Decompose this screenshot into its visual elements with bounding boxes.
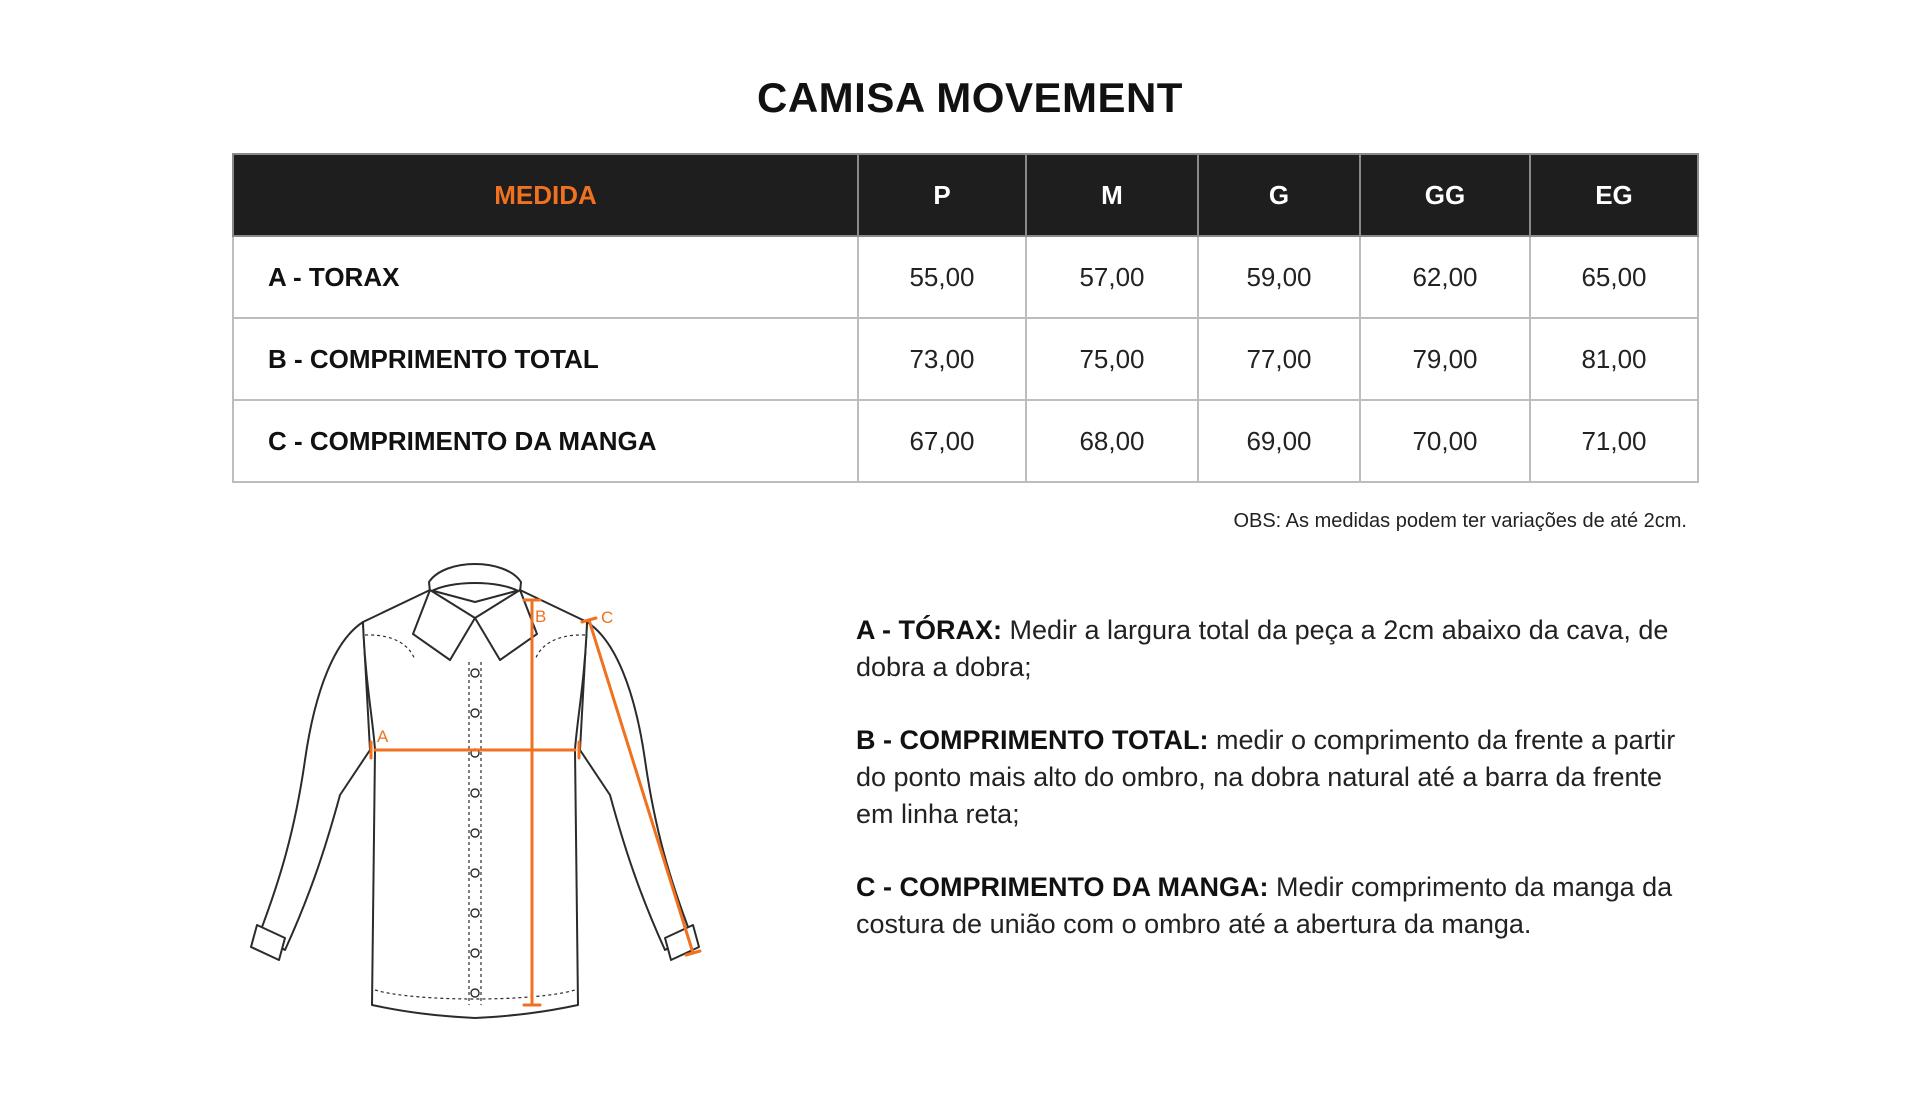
table-cell: 57,00 — [1026, 236, 1198, 318]
table-cell: 67,00 — [858, 400, 1026, 482]
table-cell: 71,00 — [1530, 400, 1698, 482]
table-cell: 73,00 — [858, 318, 1026, 400]
size-table — [232, 153, 1699, 483]
header-size-g: G — [1198, 154, 1360, 236]
row-label: A - TORAX — [233, 236, 858, 318]
description-text: medir o comprimento da frente a partir do ponto mais alto do ombro, na dobra natural até a barra da frente em linha reta; — [856, 725, 1676, 829]
description-chest — [856, 612, 1696, 686]
table-cell: 79,00 — [1360, 318, 1530, 400]
measurement-note: OBS: As medidas podem ter variações de até 2cm. — [1233, 510, 1687, 532]
table-cell: 68,00 — [1026, 400, 1198, 482]
label-c: C — [601, 608, 614, 627]
row-label: B - COMPRIMENTO TOTAL — [233, 318, 858, 400]
description-sleeve — [856, 869, 1696, 943]
header-size-gg: GG — [1360, 154, 1530, 236]
description-term: B - COMPRIMENTO TOTAL: — [856, 725, 1209, 755]
header-measure: MEDIDA — [233, 154, 858, 236]
header-size-p: P — [858, 154, 1026, 236]
table-cell: 75,00 — [1026, 318, 1198, 400]
label-b: B — [535, 607, 547, 626]
table-cell: 55,00 — [858, 236, 1026, 318]
description-text: Medir a largura total da peça a 2cm abaixo da cava, de dobra a dobra; — [856, 615, 1669, 682]
page-title: CAMISA MOVEMENT — [757, 74, 1183, 121]
table-row — [233, 236, 1698, 318]
description-term: A - TÓRAX: — [856, 615, 1002, 645]
table-cell: 81,00 — [1530, 318, 1698, 400]
header-size-m: M — [1026, 154, 1198, 236]
description-text: Medir comprimento da manga da costura de união com o ombro até a abertura da manga. — [856, 872, 1673, 939]
table-cell: 70,00 — [1360, 400, 1530, 482]
shirt-diagram — [235, 550, 715, 1020]
row-label: C - COMPRIMENTO DA MANGA — [233, 400, 858, 482]
table-header-row — [233, 154, 1698, 236]
table-row — [233, 400, 1698, 482]
description-length — [856, 722, 1696, 833]
table-cell: 69,00 — [1198, 400, 1360, 482]
measurement-descriptions — [856, 612, 1696, 979]
label-a: A — [377, 727, 389, 746]
table-cell: 59,00 — [1198, 236, 1360, 318]
table-cell: 77,00 — [1198, 318, 1360, 400]
table-cell: 65,00 — [1530, 236, 1698, 318]
table-cell: 62,00 — [1360, 236, 1530, 318]
table-row — [233, 318, 1698, 400]
description-term: C - COMPRIMENTO DA MANGA: — [856, 872, 1269, 902]
header-size-eg: EG — [1530, 154, 1698, 236]
